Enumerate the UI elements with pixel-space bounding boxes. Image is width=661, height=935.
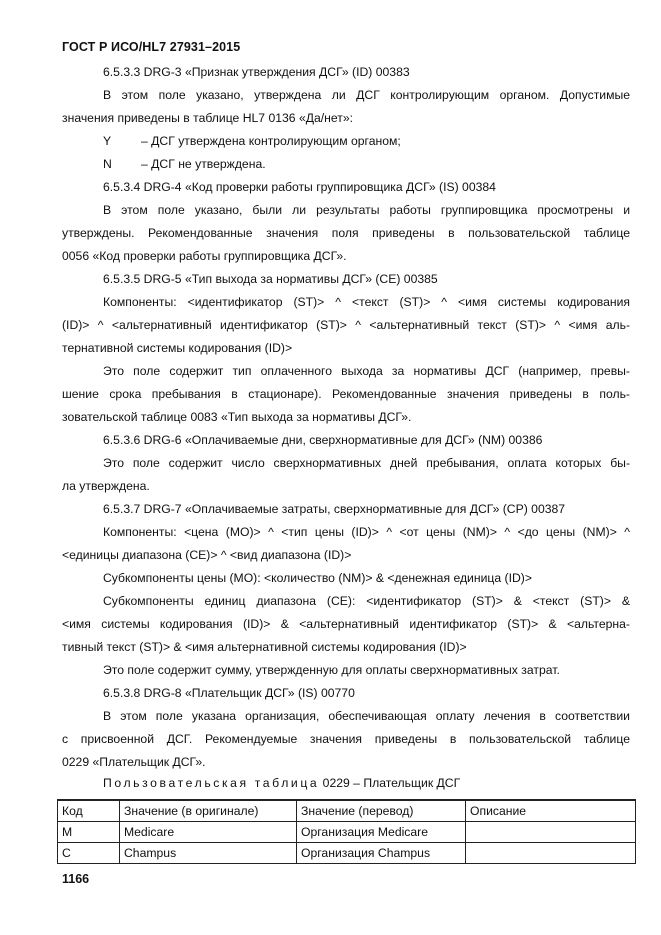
paragraph-line: зовательской таблице 0083 «Тип выхода за нормативы ДСГ».	[62, 410, 412, 424]
column-header-original-value: Значение (в оригинале)	[120, 800, 297, 822]
paragraph-line: Субкомпоненты цены (MO): <количество (NM)> & <денежная единица (ID)>	[103, 571, 532, 585]
section-heading-drg7: 6.5.3.7 DRG-7 «Оплачиваемые затраты, сверхнормативные для ДСГ» (CP) 00387	[103, 502, 566, 516]
value-description-y: – ДСГ утверждена контролирующим органом;	[141, 134, 401, 148]
section-heading-drg5: 6.5.3.5 DRG-5 «Тип выхода за нормативы ДСГ» (CE) 00385	[103, 272, 438, 286]
value-description-n: – ДСГ не утверждена.	[141, 157, 266, 171]
cell-original-value: Champus	[120, 843, 297, 864]
cell-translated-value: Организация Champus	[297, 843, 466, 864]
table-header-row	[58, 800, 636, 822]
paragraph-line: В этом поле указано, утверждена ли ДСГ контролирующим органом. Допустимые	[103, 88, 630, 102]
value-symbol-y: Y	[103, 134, 112, 148]
paragraph-line: <имя системы кодирования (ID)> & <альтернативный идентификатор (ST)> & <альтерна-	[62, 617, 630, 631]
paragraph-line: Это поле содержит сумму, утвержденную для оплаты сверхнормативных затрат.	[103, 663, 560, 677]
paragraph-line: тивный текст (ST)> & <имя альтернативной системы кодирования (ID)>	[62, 640, 467, 654]
paragraph-line: Это поле содержит число сверхнормативных дней пребывания, оплата которых бы-	[103, 456, 630, 470]
value-symbol-n: N	[103, 157, 112, 171]
paragraph-line: с присвоенной ДСГ. Рекомендуемые значения приведены в пользовательской таблице	[62, 732, 630, 746]
cell-code: M	[58, 822, 120, 843]
paragraph-line: В этом поле указано, были ли результаты работы группировщика просмотрены и	[103, 203, 630, 217]
table-caption-title: 0229 – Плательщик ДСГ	[322, 776, 461, 790]
paragraph-line: шение срока пребывания в стационаре). Рекомендованные значения приведены в поль-	[62, 387, 630, 401]
table-row	[58, 822, 636, 843]
paragraph-line: (ID)> ^ <альтернативный идентификатор (ST)> ^ <альтернативный текст (ST)> ^ <имя аль-	[62, 318, 630, 332]
cell-translated-value: Организация Medicare	[297, 822, 466, 843]
page-number: 1166	[62, 872, 90, 886]
paragraph-line: 0229 «Плательщик ДСГ».	[62, 755, 206, 769]
paragraph-line: Компоненты: <цена (MO)> ^ <тип цены (ID)> ^ <от цены (NM)> ^ <до цены (NM)> ^	[103, 525, 630, 539]
section-heading-drg8: 6.5.3.8 DRG-8 «Плательщик ДСГ» (IS) 00770	[103, 686, 355, 700]
paragraph-line: В этом поле указана организация, обеспечивающая оплату лечения в соответствии	[103, 709, 630, 723]
paragraph-line: Компоненты: <идентификатор (ST)> ^ <текст (ST)> ^ <имя системы кодирования	[103, 295, 630, 309]
cell-original-value: Medicare	[120, 822, 297, 843]
paragraph-line: тернативной системы кодирования (ID)>	[62, 341, 293, 355]
cell-description	[466, 822, 636, 843]
paragraph-line: Это поле содержит тип оплаченного выхода за нормативы ДСГ (например, превы-	[103, 364, 630, 378]
section-heading-drg6: 6.5.3.6 DRG-6 «Оплачиваемые дни, сверхнормативные для ДСГ» (NM) 00386	[103, 433, 543, 447]
column-header-translated-value: Значение (перевод)	[297, 800, 466, 822]
cell-description	[466, 843, 636, 864]
section-heading-drg4: 6.5.3.4 DRG-4 «Код проверки работы группировщика ДСГ» (IS) 00384	[103, 180, 496, 194]
paragraph-line: утверждены. Рекомендованные значения поля приведены в пользовательской таблице	[62, 226, 630, 240]
payer-table	[57, 799, 636, 864]
cell-code: C	[58, 843, 120, 864]
paragraph-line: 0056 «Код проверки работы группировщика ДСГ».	[62, 249, 347, 263]
paragraph-line: <единицы диапазона (CE)> ^ <вид диапазона (ID)>	[62, 548, 352, 562]
paragraph-line: Субкомпоненты единиц диапазона (CE): <идентификатор (ST)> & <текст (ST)> &	[103, 594, 630, 608]
column-header-description: Описание	[466, 800, 636, 822]
table-caption-label: Пользовательская таблица	[103, 776, 320, 790]
document-header: ГОСТ Р ИСО/HL7 27931–2015	[62, 40, 241, 54]
paragraph-line: ла утверждена.	[62, 479, 150, 493]
table-caption	[103, 776, 460, 790]
table-row	[58, 843, 636, 864]
section-heading-drg3: 6.5.3.3 DRG-3 «Признак утверждения ДСГ» (ID) 00383	[103, 65, 410, 79]
paragraph-line: значения приведены в таблице HL7 0136 «Да/нет»:	[62, 111, 354, 125]
column-header-code: Код	[58, 800, 120, 822]
